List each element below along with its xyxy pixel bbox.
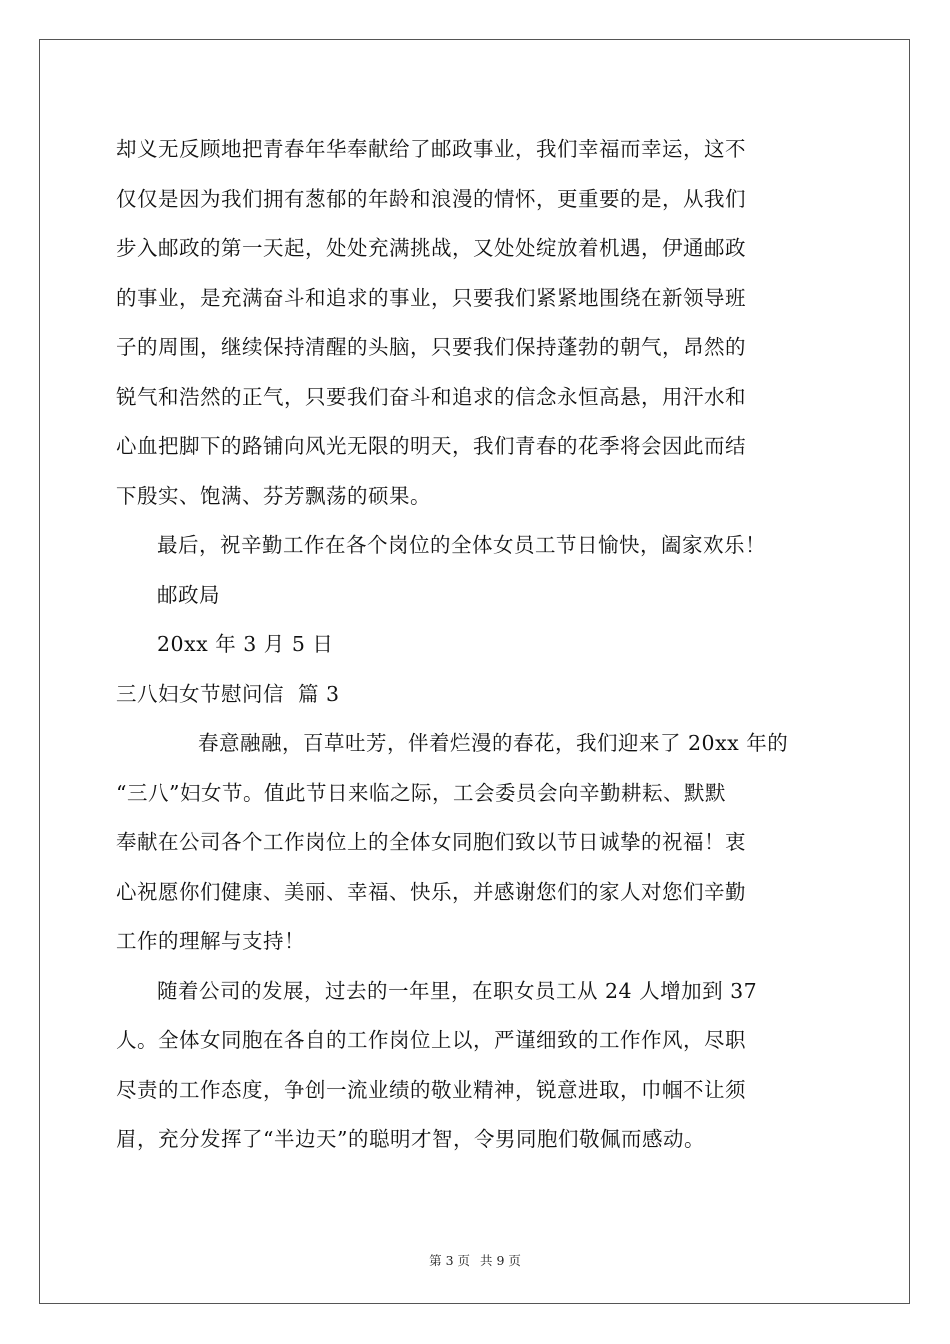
paragraph-development — [116, 967, 836, 1165]
text-line: 眉，充分发挥了“半边天”的聪明才智，令男同胞们敬佩而感动。 — [116, 1127, 705, 1151]
text-line: 仅仅是因为我们拥有葱郁的年龄和浪漫的情怀，更重要的是，从我们 — [116, 186, 746, 211]
page-number: 第 3 页 — [429, 1253, 470, 1268]
text-line: 却义无反顾地把青春年华奉献给了邮政事业，我们幸福而幸运，这不 — [116, 137, 746, 161]
text-line: 下殷实、饱满、芬芳飘荡的硕果。 — [116, 483, 431, 508]
letter-date: 20xx 年 3 月 5 日 — [157, 632, 334, 656]
text-line: 的事业，是充满奋斗和追求的事业，只要我们紧紧地围绕在新领导班 — [116, 285, 746, 310]
text-line: 心血把脚下的路铺向风光无限的明天，我们青春的花季将会因此而结 — [116, 434, 746, 458]
signature: 邮政局 — [157, 582, 220, 607]
text-line: 子的周围，继续保持清醒的头脑，只要我们保持蓬勃的朝气，昂然的 — [116, 335, 746, 359]
text-line: 奉献在公司各个工作岗位上的全体女同胞们致以节日诚挚的祝福！衷 — [116, 830, 746, 854]
text-line: 锐气和浩然的正气，只要我们奋斗和追求的信念永恒高悬，用汗水和 — [116, 384, 746, 409]
closing-wish: 最后，祝辛勤工作在各个岗位的全体女员工节日愉快，阖家欢乐！ — [157, 533, 766, 557]
text-line: 工作的理解与支持！ — [116, 929, 305, 953]
text-line: 随着公司的发展，过去的一年里，在职女员工从 24 人增加到 37 — [157, 978, 758, 1003]
page-total: 共 9 页 — [479, 1253, 521, 1268]
text-line: 步入邮政的第一天起，处处充满挑战，又处处绽放着机遇，伊通邮政 — [116, 236, 746, 260]
text-line: “三八”妇女节。值此节日来临之际，工会委员会向辛勤耕耘、默默 — [116, 780, 726, 805]
text-line: 尽责的工作态度，争创一流业绩的敬业精神，锐意进取，巾帼不让须 — [116, 1077, 746, 1102]
text-line: 春意融融，百草吐芳，伴着烂漫的春花，我们迎来了 20xx 年的 — [198, 731, 789, 755]
paragraph-youth-dedication — [116, 125, 836, 521]
paragraph-greeting — [116, 719, 836, 967]
section-title: 三八妇女节慰问信 篇 3 — [116, 681, 340, 706]
text-line: 心祝愿你们健康、美丽、幸福、快乐，并感谢您们的家人对您们辛勤 — [116, 879, 746, 904]
page-footer — [0, 1251, 950, 1269]
text-line: 人。全体女同胞在各自的工作岗位上以，严谨细致的工作作风，尽职 — [116, 1028, 746, 1052]
document-body — [116, 125, 836, 1165]
